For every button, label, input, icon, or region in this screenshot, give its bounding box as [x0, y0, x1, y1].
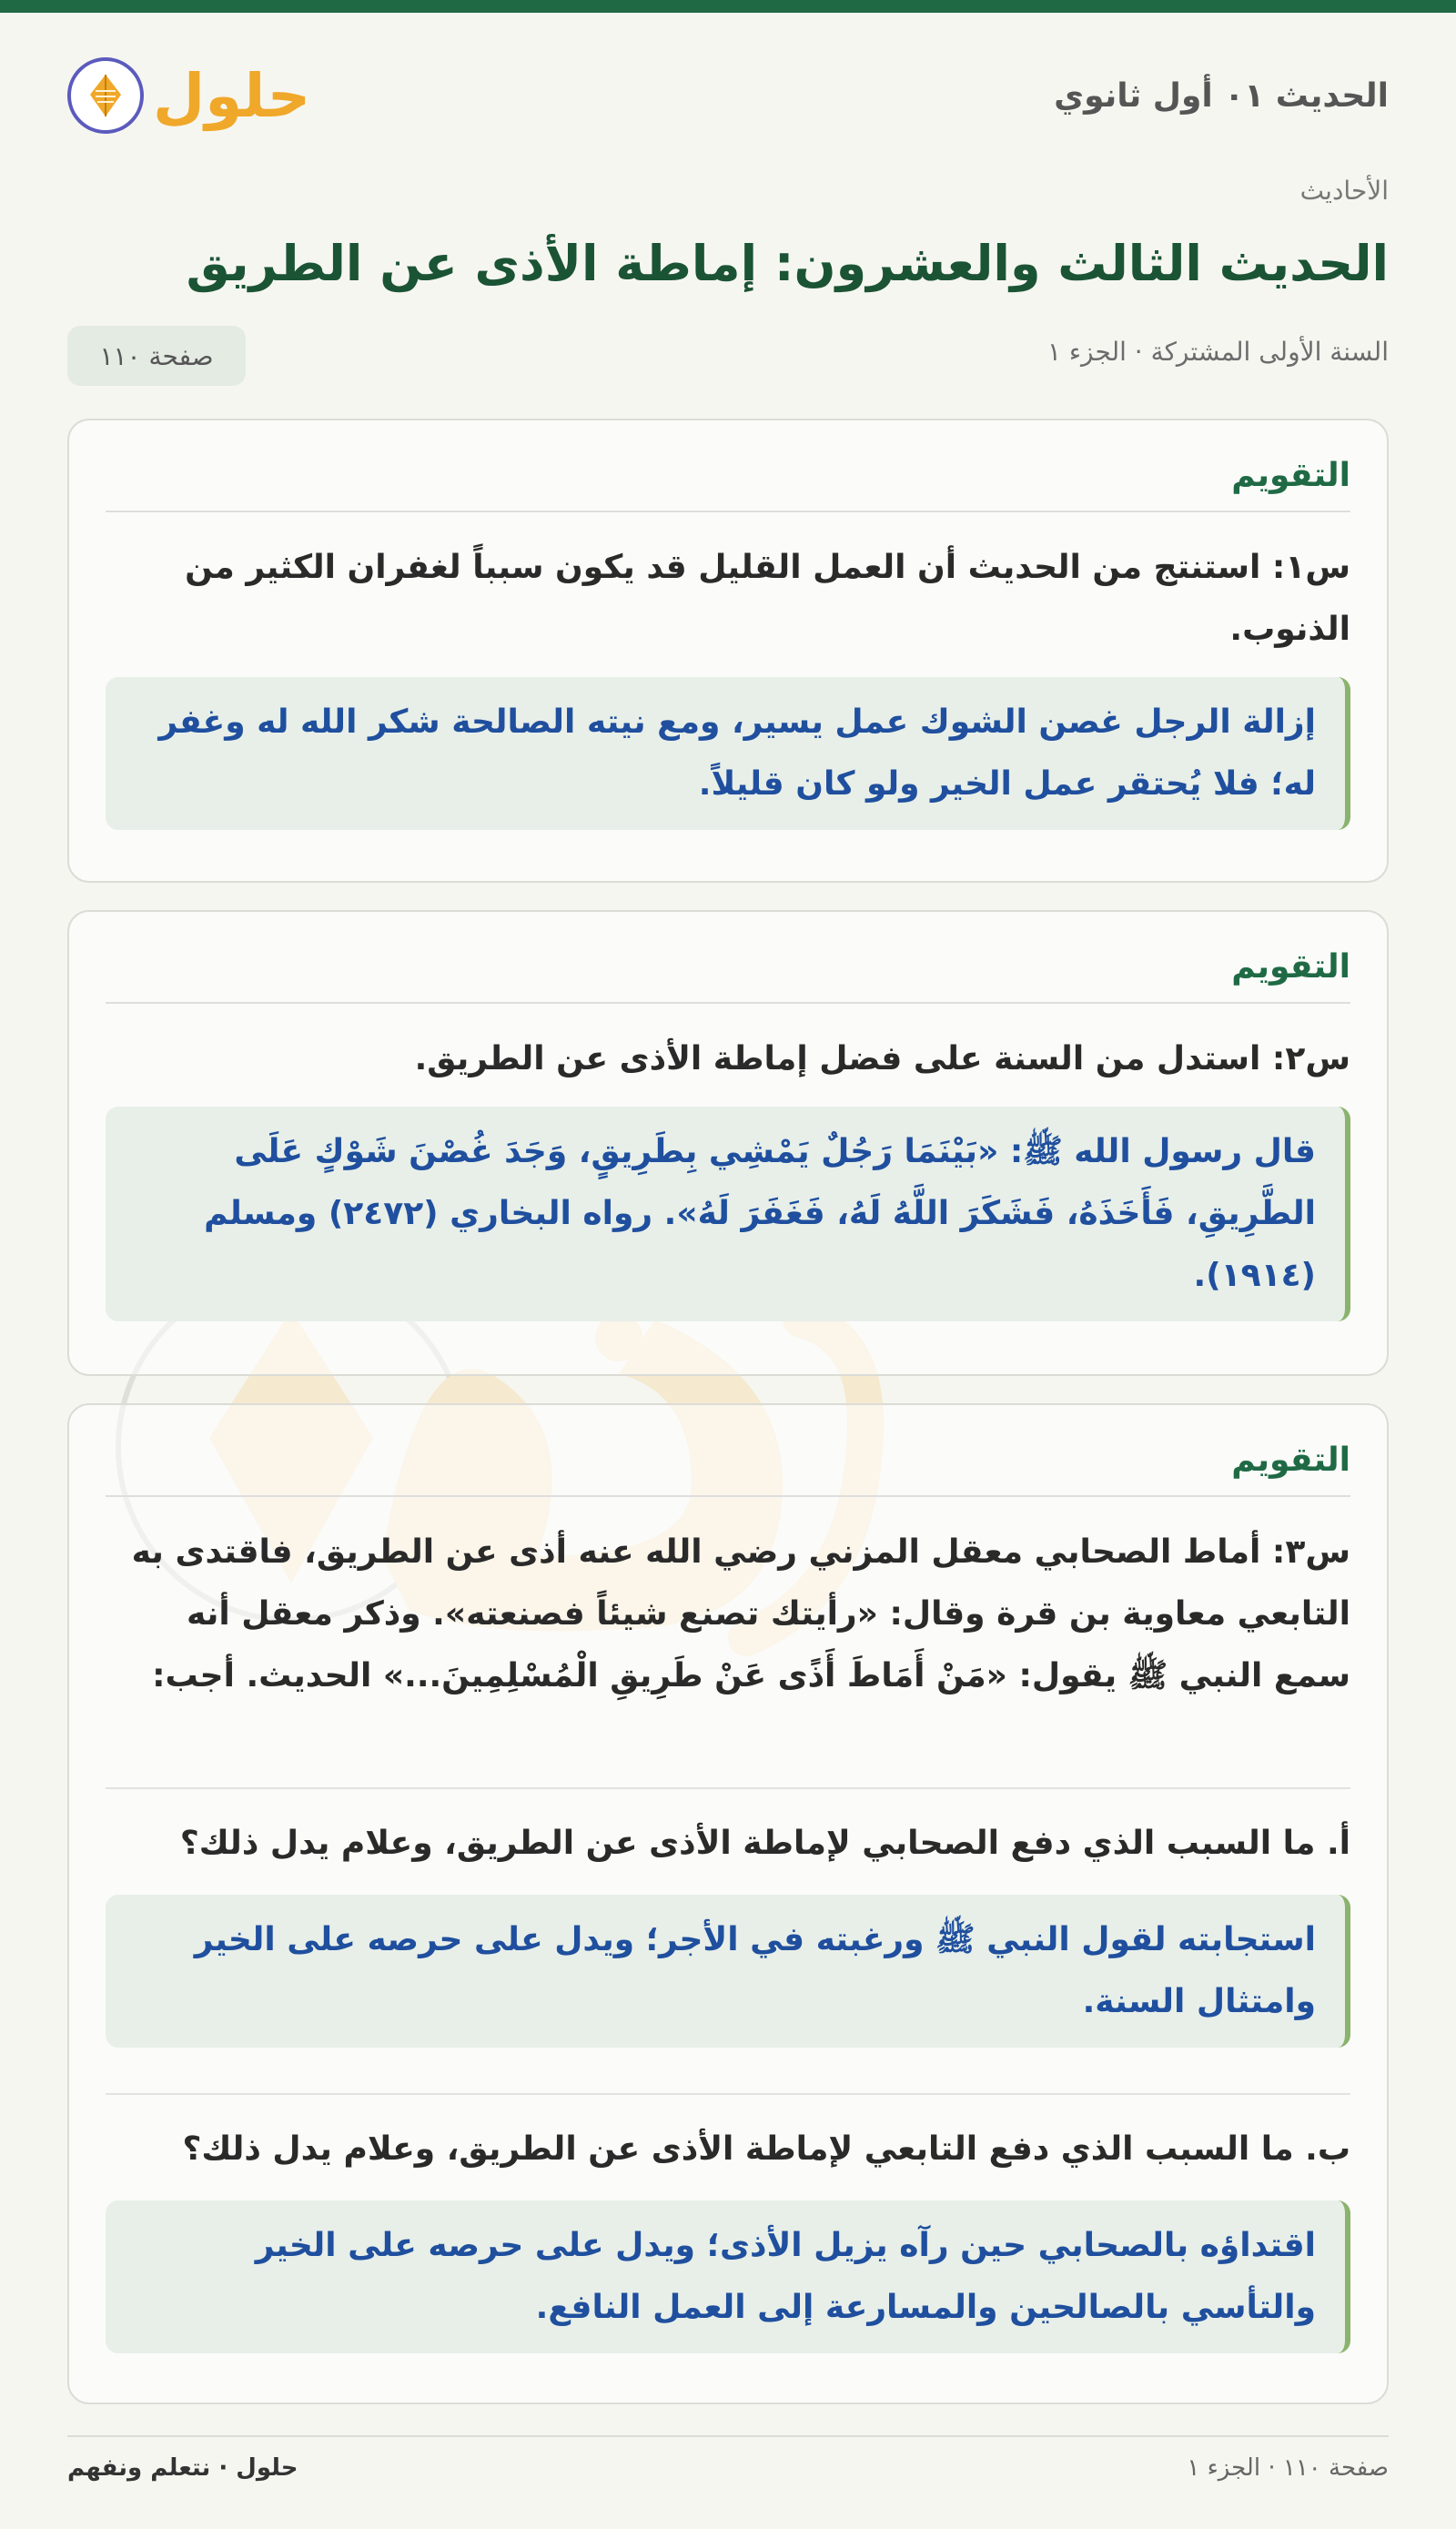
page-footer — [67, 2435, 1389, 2499]
divider — [106, 2093, 1350, 2095]
question-2: س٢: استدل من السنة على فضل إماطة الأذى عن الطريق. — [414, 1040, 1350, 1077]
question-1: س١: استنتج من الحديث أن العمل القليل قد يكون سبباً لغفران الكثير من الذنوب. — [185, 549, 1350, 648]
evaluation-card-1 — [67, 419, 1389, 883]
evaluation-card-3 — [67, 1403, 1389, 2404]
breadcrumb[interactable]: الأحاديث — [1299, 176, 1389, 206]
sub-question-b: ب. ما السبب الذي دفع التابعي لإماطة الأذى عن الطريق، وعلام يدل ذلك؟ — [182, 2130, 1350, 2168]
app-header — [67, 46, 1389, 146]
logo-text: حلول — [153, 60, 311, 131]
page-number-chip: صفحة ١١٠ — [67, 326, 246, 386]
top-accent-bar — [0, 0, 1456, 13]
page-meta: السنة الأولى المشتركة · الجزء ١ — [1046, 337, 1389, 367]
sub-answer-b: اقتداؤه بالصحابي حين رآه يزيل الأذى؛ ويدل على حرصه على الخير والتأسي بالصالحين والمسارعة إلى العمل النافع. — [106, 2200, 1350, 2353]
sub-question-a: أ. ما السبب الذي دفع الصحابي لإماطة الأذى عن الطريق، وعلام يدل ذلك؟ — [179, 1825, 1350, 1862]
footer-page-info: صفحة ١١٠ · الجزء ١ — [1187, 2454, 1389, 2482]
answer-2: قال رسول الله ﷺ: «بَيْنَمَا رَجُلٌ يَمْشِي بِطَرِيقٍ، وَجَدَ غُصْنَ شَوْكٍ عَلَى الطَّرِيقِ، فَأَخَذَهُ، فَشَكَرَ اللَّهُ لَهُ، فَغَفَرَ لَهُ». رواه البخاري (٢٤٧٢) ومسلم (١٩١٤). — [106, 1107, 1350, 1321]
sub-answer-a: استجابته لقول النبي ﷺ ورغبته في الأجر؛ ويدل على حرصه على الخير وامتثال السنة. — [106, 1895, 1350, 2048]
card-heading: التقويم — [106, 948, 1350, 1004]
card-heading: التقويم — [106, 457, 1350, 512]
logo[interactable] — [67, 57, 310, 134]
app-title: الحديث ٠١ أول ثانوي — [1054, 76, 1389, 115]
card-heading: التقويم — [106, 1442, 1350, 1497]
footer-brand[interactable]: حلول · نتعلم ونفهم — [67, 2454, 298, 2482]
divider — [106, 1787, 1350, 1789]
page-title: الحديث الثالث والعشرون: إماطة الأذى عن الطريق — [186, 235, 1389, 292]
answer-1: إزالة الرجل غصن الشوك عمل يسير، ومع نيته الصالحة شكر الله له وغفر له؛ فلا يُحتقر عمل الخير ولو كان قليلاً. — [106, 677, 1350, 830]
book-icon — [67, 57, 144, 134]
evaluation-card-2 — [67, 910, 1389, 1376]
question-3: س٣: أماط الصحابي معقل المزني رضي الله عنه أذى عن الطريق، فاقتدى به التابعي معاوية بن قرة وقال: «رأيتك تصنع شيئاً فصنعته». وذكر معقل أنه سمع النبي ﷺ يقول: «مَنْ أَمَاطَ أَذًى عَنْ طَرِيقِ الْمُسْلِمِينَ...» الحديث. أجب: — [131, 1533, 1350, 1694]
